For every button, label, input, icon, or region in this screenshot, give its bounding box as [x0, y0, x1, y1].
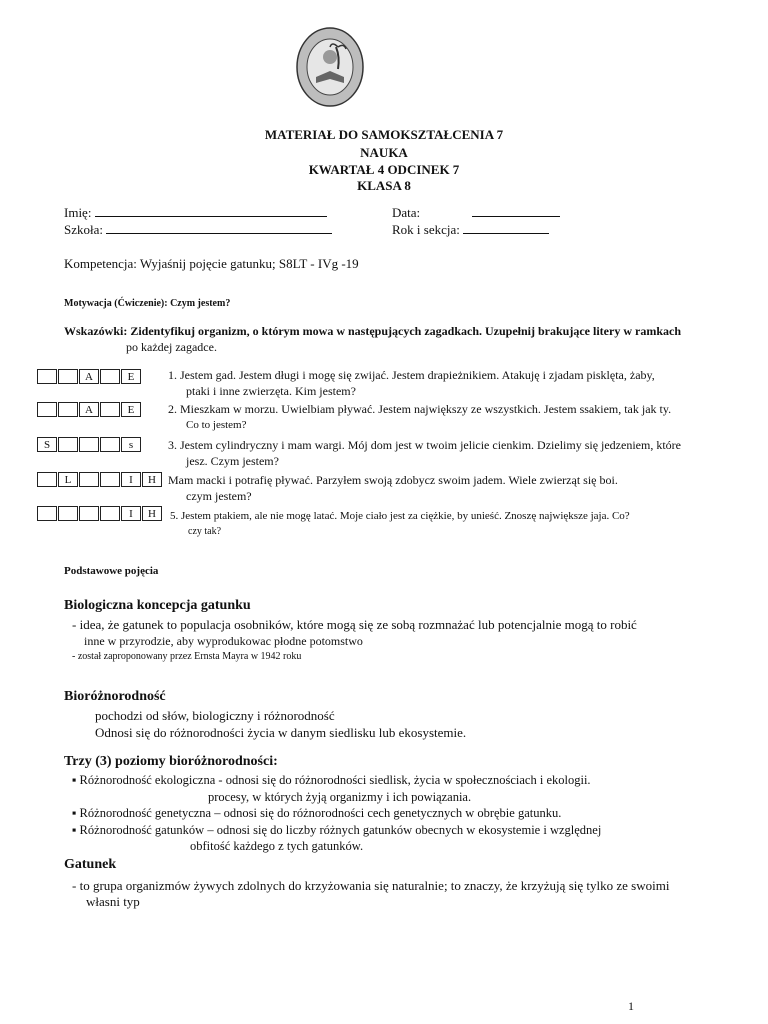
bio-concept-item-2: - został zaproponowany przez Ernsta Mayra w 1942 roku [72, 651, 302, 662]
department-seal [296, 27, 364, 107]
answer-box[interactable] [79, 437, 99, 452]
competency: Kompetencja: Wyjaśnij pojęcie gatunku; S8LT - IVg -19 [64, 256, 359, 271]
answer-box[interactable] [37, 472, 57, 487]
answer-box[interactable]: E [121, 369, 141, 384]
answer-box[interactable]: A [79, 369, 99, 384]
level-item-3-cont: obfitość każdego z tych gatunków. [190, 839, 364, 853]
answer-box[interactable] [100, 402, 120, 417]
answer-box[interactable] [58, 369, 78, 384]
level-item-1-cont: procesy, w których żyją organizmy i ich powiązania. [208, 790, 472, 804]
riddle-1: 1. Jestem gad. Jestem długi i mogę się zwijać. Jestem drapieżnikiem. Atakuję i zjadam pisklęta, żaby, ptaki i inne zwierzęta. Kim jestem? [168, 368, 655, 398]
answer-box[interactable] [100, 369, 120, 384]
basic-concepts-heading: Podstawowe pojęcia [64, 565, 159, 577]
answer-box[interactable] [100, 472, 120, 487]
species-heading: Gatunek [64, 857, 117, 872]
answer-box[interactable] [58, 506, 78, 521]
bio-concept-heading: Biologiczna koncepcja gatunku [64, 598, 251, 613]
biodiversity-line-1: pochodzi od słów, biologiczny i różnorodność [95, 708, 335, 723]
bio-concept-item-1-cont: inne w przyrodzie, aby wyprodukowac płodne potomstwo [84, 634, 363, 648]
answer-boxes-1 [37, 369, 142, 384]
answer-box[interactable] [100, 437, 120, 452]
answer-box[interactable] [37, 402, 57, 417]
biodiversity-line-2: Odnosi się do różnorodności życia w danym siedlisku lub ekosystemie. [95, 725, 467, 740]
bio-concept-item-1: - idea, że gatunek to populacja osobników, które mogą się ze sobą rozmnażać lub potencjalnie mogą to robić [72, 617, 637, 632]
answer-boxes-4 [37, 472, 163, 487]
year-section-line[interactable] [463, 222, 549, 234]
riddle-4: Mam macki i potrafię pływać. Parzyłem swoją zdobycz swoim jadem. Wiele zwierząt się boi. czym jestem? [168, 473, 618, 503]
title-line-3: KWARTAŁ 4 ODCINEK 7 [308, 162, 460, 177]
species-line-1: - to grupa organizmów żywych zdolnych do krzyżowania się naturalnie; to znaczy, że krzyżują się tylko ze swoimi [72, 878, 670, 893]
school-line[interactable] [106, 222, 332, 234]
instructions: Wskazówki: Zidentyfikuj organizm, o którym mowa w następujących zagadkach. Uzupełnij brakujące litery w ramkach [64, 324, 681, 338]
answer-box[interactable]: H [142, 506, 162, 521]
answer-box[interactable] [58, 402, 78, 417]
date-field: Data: [392, 205, 560, 221]
answer-box[interactable]: s [121, 437, 141, 452]
answer-box[interactable] [58, 437, 78, 452]
answer-box[interactable] [37, 369, 57, 384]
title-line-4: KLASA 8 [357, 178, 411, 193]
answer-box[interactable]: L [58, 472, 78, 487]
answer-box[interactable]: H [142, 472, 162, 487]
species-line-2: własni typ [86, 894, 140, 909]
name-line[interactable] [95, 205, 327, 217]
page-number: 1 [628, 999, 634, 1013]
level-item-1: ▪ Różnorodność ekologiczna - odnosi się do różnorodności siedlisk, życia w społecznościach i ekologii. [72, 773, 591, 787]
level-item-3: ▪ Różnorodność gatunków – odnosi się do liczby różnych gatunków obecnych w ekosystemie i względnej [72, 823, 602, 837]
answer-box[interactable] [37, 506, 57, 521]
motivation-heading: Motywacja (Ćwiczenie): Czym jestem? [64, 298, 231, 309]
title-line-1: MATERIAŁ DO SAMOKSZTAŁCENIA 7 [264, 127, 504, 142]
instructions-cont: po każdej zagadce. [126, 340, 217, 354]
answer-box[interactable] [100, 506, 120, 521]
riddle-3: 3. Jestem cylindryczny i mam wargi. Mój dom jest w twoim jelicie cienkim. Dzielimy się jedzeniem, które jesz. Czym jestem? [168, 438, 681, 468]
riddle-2: 2. Mieszkam w morzu. Uwielbiam pływać. Jestem największy ze wszystkich. Jestem ssakiem, tak jak ty. Co to jestem? [168, 402, 672, 431]
biodiversity-heading: Bioróżnorodność [64, 689, 166, 704]
answer-box[interactable]: E [121, 402, 141, 417]
level-item-2: ▪ Różnorodność genetyczna – odnosi się do różnorodności cech genetycznych w obrębie gatunku. [72, 806, 562, 820]
answer-box[interactable] [79, 506, 99, 521]
answer-box[interactable]: I [121, 472, 141, 487]
answer-box[interactable]: A [79, 402, 99, 417]
date-line[interactable] [472, 205, 560, 217]
answer-box[interactable]: I [121, 506, 141, 521]
answer-box[interactable]: S [37, 437, 57, 452]
riddle-5: 5. Jestem ptakiem, ale nie mogę latać. Moje ciało jest za ciężkie, by unieść. Znoszę największe jaja. Co? czy tak? [170, 510, 630, 537]
year-section-field: Rok i sekcja: [392, 222, 549, 238]
answer-boxes-3 [37, 437, 142, 452]
title-line-2: NAUKA [360, 145, 408, 160]
answer-box[interactable] [79, 472, 99, 487]
answer-boxes-2 [37, 402, 142, 417]
levels-heading: Trzy (3) poziomy bioróżnorodności: [64, 754, 278, 769]
answer-boxes-5 [37, 506, 163, 521]
school-field: Szkoła: [64, 222, 332, 238]
name-field: Imię: [64, 205, 327, 221]
